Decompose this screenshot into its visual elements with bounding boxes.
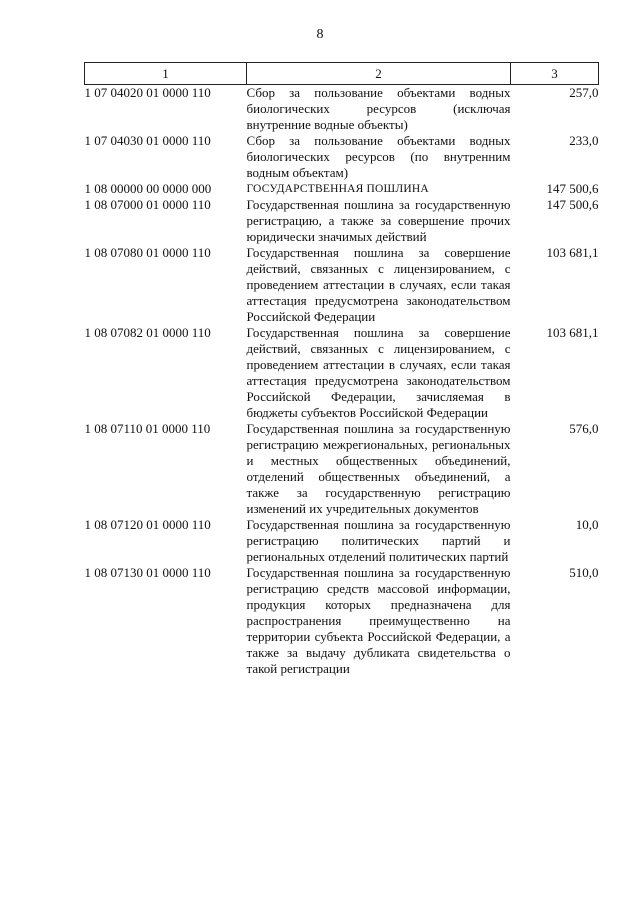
budget-amount: 233,0 bbox=[569, 133, 599, 148]
budget-amount: 257,0 bbox=[569, 85, 599, 100]
table-row bbox=[85, 421, 599, 517]
table-row bbox=[85, 565, 599, 677]
budget-amount: 10,0 bbox=[575, 517, 599, 532]
table-row bbox=[85, 517, 599, 565]
table-row bbox=[85, 197, 599, 245]
column-header-description: 2 bbox=[247, 63, 511, 85]
budget-code: 1 07 04030 01 0000 110 bbox=[84, 133, 211, 148]
budget-description: Государственная пошлина за государственную регистрацию, а также за совершение прочих юридически значимых действий bbox=[246, 197, 511, 244]
budget-code: 1 08 07082 01 0000 110 bbox=[84, 325, 211, 340]
budget-amount: 103 681,1 bbox=[546, 245, 599, 260]
budget-amount: 147 500,6 bbox=[546, 181, 599, 196]
budget-amount: 103 681,1 bbox=[546, 325, 599, 340]
page-number: 8 bbox=[316, 27, 324, 42]
budget-description: Государственная пошлина за государственную регистрацию политических партий и региональных отделений политических партий bbox=[246, 517, 511, 564]
budget-amount: 147 500,6 bbox=[546, 197, 599, 212]
budget-code: 1 08 07000 01 0000 110 bbox=[84, 197, 211, 212]
table-row bbox=[85, 181, 599, 197]
column-header-code: 1 bbox=[85, 63, 247, 85]
budget-description: Государственная пошлина за государственную регистрацию средств массовой информации, продукция которых предназначена для распространения преимущественно на территории субъекта Российской Федерации, а также за выдачу дубликата свидетельства о такой регистрации bbox=[246, 565, 511, 676]
budget-code: 1 08 07080 01 0000 110 bbox=[84, 245, 211, 260]
table-row bbox=[85, 325, 599, 421]
table-header-row bbox=[85, 63, 599, 85]
table-row bbox=[85, 245, 599, 325]
table-row bbox=[85, 85, 599, 134]
budget-amount: 576,0 bbox=[569, 421, 599, 436]
budget-description: Сбор за пользование объектами водных биологических ресурсов (по внутренним водным объектам) bbox=[246, 133, 511, 180]
budget-description: Сбор за пользование объектами водных биологических ресурсов (исключая внутренние водные объекты) bbox=[246, 85, 511, 132]
budget-description: ГОСУДАРСТВЕННАЯ ПОШЛИНА bbox=[246, 183, 429, 195]
budget-amount: 510,0 bbox=[569, 565, 599, 580]
column-header-amount: 3 bbox=[511, 63, 599, 85]
budget-description: Государственная пошлина за государственную регистрацию межрегиональных, региональных и местных общественных объединений, отделений общественных объединений, а также за государственную регистрацию изменений их учредительных документов bbox=[246, 421, 511, 516]
budget-description: Государственная пошлина за совершение действий, связанных с лицензированием, с проведением аттестации в случаях, если такая аттестация предусмотрена законодательством Российской Федерации bbox=[246, 245, 511, 324]
budget-description: Государственная пошлина за совершение действий, связанных с лицензированием, с проведением аттестации в случаях, если такая аттестация предусмотрена законодательством Российской Федерации, зачисляемая в бюджеты субъектов Российской Федерации bbox=[246, 325, 511, 420]
budget-code: 1 07 04020 01 0000 110 bbox=[84, 85, 211, 100]
budget-code: 1 08 00000 00 0000 000 bbox=[84, 181, 212, 196]
table-row bbox=[85, 133, 599, 181]
budget-code: 1 08 07130 01 0000 110 bbox=[84, 565, 211, 580]
budget-code: 1 08 07120 01 0000 110 bbox=[84, 517, 211, 532]
budget-code: 1 08 07110 01 0000 110 bbox=[84, 421, 211, 436]
budget-table bbox=[84, 62, 599, 677]
